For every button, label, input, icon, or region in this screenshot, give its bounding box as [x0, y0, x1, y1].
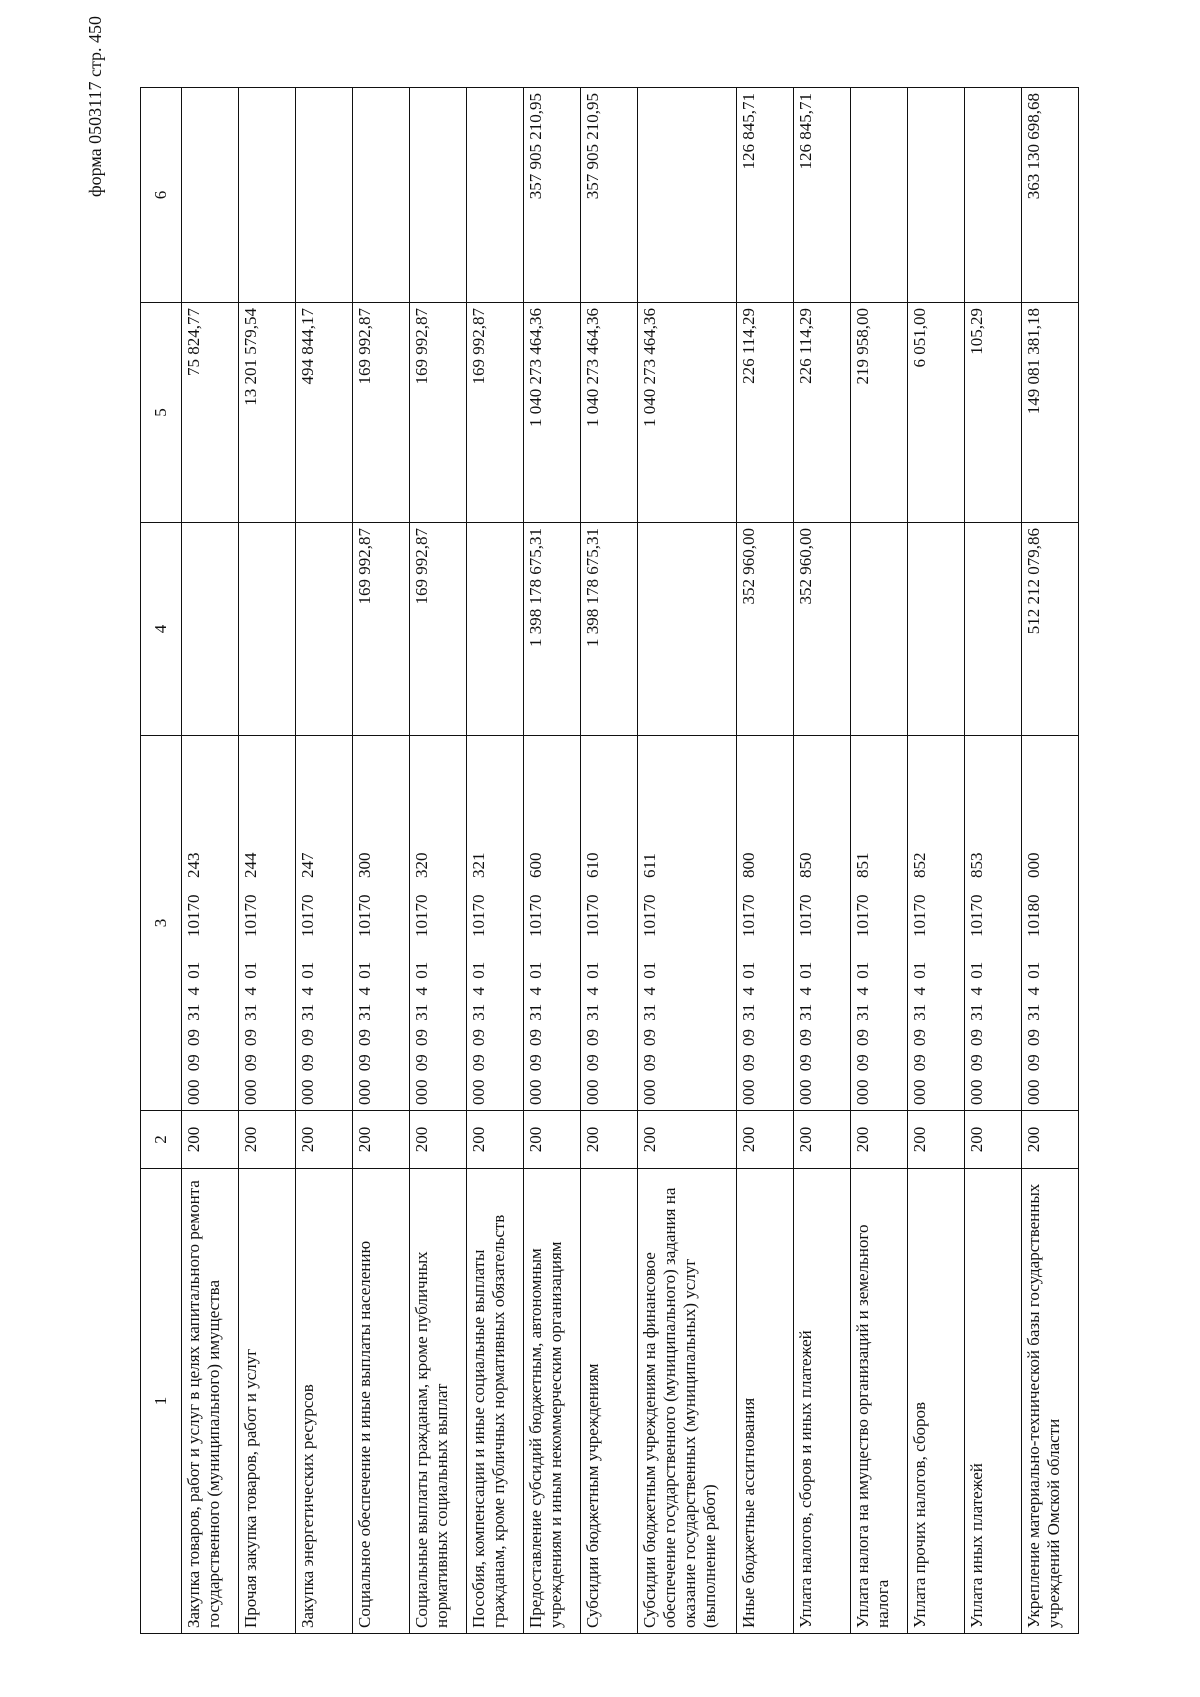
row-name-cell: Социальное обеспечение и иные выплаты населению: [353, 1169, 410, 1634]
executed-amount-cell: 1 040 273 464,36: [581, 303, 638, 523]
table-row: [353, 88, 410, 1634]
unexecuted-amount-cell: [851, 88, 908, 303]
unexecuted-amount-cell: 357 905 210,95: [524, 88, 581, 303]
unexecuted-amount-cell: [353, 88, 410, 303]
row-name-cell: Укрепление материально-технической базы государственных учреждений Омской области: [1022, 1169, 1079, 1634]
executed-amount-cell: 6 051,00: [908, 303, 965, 523]
executed-amount-cell: 1 040 273 464,36: [524, 303, 581, 523]
executed-amount-cell: 75 824,77: [182, 303, 239, 523]
executed-amount-cell: 169 992,87: [353, 303, 410, 523]
line-code-cell: 200: [851, 1111, 908, 1169]
line-code-cell: 200: [239, 1111, 296, 1169]
budget-code-cell: 000 09 09 31 4 01 10170 610: [581, 736, 638, 1111]
table-row: [296, 88, 353, 1634]
row-name-cell: Предоставление субсидий бюджетным, автономным учреждениям и иным некоммерческим организациям: [524, 1169, 581, 1634]
table-row: [239, 88, 296, 1634]
budget-code-cell: 000 09 09 31 4 01 10170 247: [296, 736, 353, 1111]
unexecuted-amount-cell: [965, 88, 1022, 303]
row-name-cell: Уплата прочих налогов, сборов: [908, 1169, 965, 1634]
line-code-cell: 200: [581, 1111, 638, 1169]
table-row: [410, 88, 467, 1634]
executed-amount-cell: 226 114,29: [737, 303, 794, 523]
unexecuted-amount-cell: [638, 88, 737, 303]
approved-amount-cell: [467, 523, 524, 736]
budget-code-cell: 000 09 09 31 4 01 10170 850: [794, 736, 851, 1111]
budget-code-cell: 000 09 09 31 4 01 10170 244: [239, 736, 296, 1111]
approved-amount-cell: [851, 523, 908, 736]
approved-amount-cell: 1 398 178 675,31: [524, 523, 581, 736]
line-code-cell: 200: [410, 1111, 467, 1169]
table-row: [794, 88, 851, 1634]
column-header: 3: [141, 736, 182, 1111]
unexecuted-amount-cell: [908, 88, 965, 303]
budget-code-cell: 000 09 09 31 4 01 10170 853: [965, 736, 1022, 1111]
report-table: [140, 87, 1079, 1634]
column-header: 1: [141, 1169, 182, 1634]
table-row: [581, 88, 638, 1634]
approved-amount-cell: [296, 523, 353, 736]
row-name-cell: Пособия, компенсации и иные социальные выплаты гражданам, кроме публичных нормативных обязательств: [467, 1169, 524, 1634]
budget-code-cell: 000 09 09 31 4 01 10170 851: [851, 736, 908, 1111]
table-row: [908, 88, 965, 1634]
budget-code-cell: 000 09 09 31 4 01 10170 600: [524, 736, 581, 1111]
line-code-cell: 200: [737, 1111, 794, 1169]
column-header: 2: [141, 1111, 182, 1169]
row-name-cell: Иные бюджетные ассигнования: [737, 1169, 794, 1634]
unexecuted-amount-cell: [182, 88, 239, 303]
approved-amount-cell: [908, 523, 965, 736]
column-header: 5: [141, 303, 182, 523]
unexecuted-amount-cell: 126 845,71: [737, 88, 794, 303]
budget-code-cell: 000 09 09 31 4 01 10180 000: [1022, 736, 1079, 1111]
approved-amount-cell: [965, 523, 1022, 736]
line-code-cell: 200: [524, 1111, 581, 1169]
line-code-cell: 200: [965, 1111, 1022, 1169]
executed-amount-cell: 13 201 579,54: [239, 303, 296, 523]
approved-amount-cell: 169 992,87: [353, 523, 410, 736]
budget-code-cell: 000 09 09 31 4 01 10170 611: [638, 736, 737, 1111]
unexecuted-amount-cell: 357 905 210,95: [581, 88, 638, 303]
row-name-cell: Прочая закупка товаров, работ и услуг: [239, 1169, 296, 1634]
row-name-cell: Закупка товаров, работ и услуг в целях капитального ремонта государственного (муниципального) имущества: [182, 1169, 239, 1634]
column-header: 6: [141, 88, 182, 303]
budget-code-cell: 000 09 09 31 4 01 10170 852: [908, 736, 965, 1111]
header-row: [141, 88, 182, 1634]
table-row: [1022, 88, 1079, 1634]
row-name-cell: Уплата налога на имущество организаций и земельного налога: [851, 1169, 908, 1634]
executed-amount-cell: 105,29: [965, 303, 1022, 523]
budget-code-cell: 000 09 09 31 4 01 10170 300: [353, 736, 410, 1111]
approved-amount-cell: 352 960,00: [794, 523, 851, 736]
row-name-cell: Субсидии бюджетным учреждениям: [581, 1169, 638, 1634]
table-row: [737, 88, 794, 1634]
line-code-cell: 200: [1022, 1111, 1079, 1169]
row-name-cell: Уплата иных платежей: [965, 1169, 1022, 1634]
approved-amount-cell: [182, 523, 239, 736]
approved-amount-cell: 352 960,00: [737, 523, 794, 736]
executed-amount-cell: 226 114,29: [794, 303, 851, 523]
line-code-cell: 200: [296, 1111, 353, 1169]
table-row: [638, 88, 737, 1634]
row-name-cell: Уплата налогов, сборов и иных платежей: [794, 1169, 851, 1634]
budget-code-cell: 000 09 09 31 4 01 10170 320: [410, 736, 467, 1111]
approved-amount-cell: 1 398 178 675,31: [581, 523, 638, 736]
table-row: [182, 88, 239, 1634]
executed-amount-cell: 169 992,87: [467, 303, 524, 523]
line-code-cell: 200: [467, 1111, 524, 1169]
column-header: 4: [141, 523, 182, 736]
executed-amount-cell: 494 844,17: [296, 303, 353, 523]
budget-code-cell: 000 09 09 31 4 01 10170 243: [182, 736, 239, 1111]
table-row: [851, 88, 908, 1634]
approved-amount-cell: 512 212 079,86: [1022, 523, 1079, 736]
executed-amount-cell: 219 958,00: [851, 303, 908, 523]
table-row: [524, 88, 581, 1634]
row-name-cell: Закупка энергетических ресурсов: [296, 1169, 353, 1634]
executed-amount-cell: 1 040 273 464,36: [638, 303, 737, 523]
budget-code-cell: 000 09 09 31 4 01 10170 800: [737, 736, 794, 1111]
unexecuted-amount-cell: [296, 88, 353, 303]
table-row: [965, 88, 1022, 1634]
unexecuted-amount-cell: 363 130 698,68: [1022, 88, 1079, 303]
row-name-cell: Социальные выплаты гражданам, кроме публичных нормативных социальных выплат: [410, 1169, 467, 1634]
line-code-cell: 200: [908, 1111, 965, 1169]
approved-amount-cell: 169 992,87: [410, 523, 467, 736]
line-code-cell: 200: [353, 1111, 410, 1169]
budget-code-cell: 000 09 09 31 4 01 10170 321: [467, 736, 524, 1111]
line-code-cell: 200: [182, 1111, 239, 1169]
line-code-cell: 200: [794, 1111, 851, 1169]
unexecuted-amount-cell: 126 845,71: [794, 88, 851, 303]
line-code-cell: 200: [638, 1111, 737, 1169]
table-row: [467, 88, 524, 1634]
executed-amount-cell: 169 992,87: [410, 303, 467, 523]
unexecuted-amount-cell: [239, 88, 296, 303]
unexecuted-amount-cell: [410, 88, 467, 303]
form-label: форма 0503117 стр. 450: [85, 15, 105, 197]
executed-amount-cell: 149 081 381,18: [1022, 303, 1079, 523]
row-name-cell: Субсидии бюджетным учреждениям на финансовое обеспечение государственного (муниципального) задания на оказание государственных (муниципальных) услуг (выполнение работ): [638, 1169, 737, 1634]
approved-amount-cell: [638, 523, 737, 736]
approved-amount-cell: [239, 523, 296, 736]
unexecuted-amount-cell: [467, 88, 524, 303]
